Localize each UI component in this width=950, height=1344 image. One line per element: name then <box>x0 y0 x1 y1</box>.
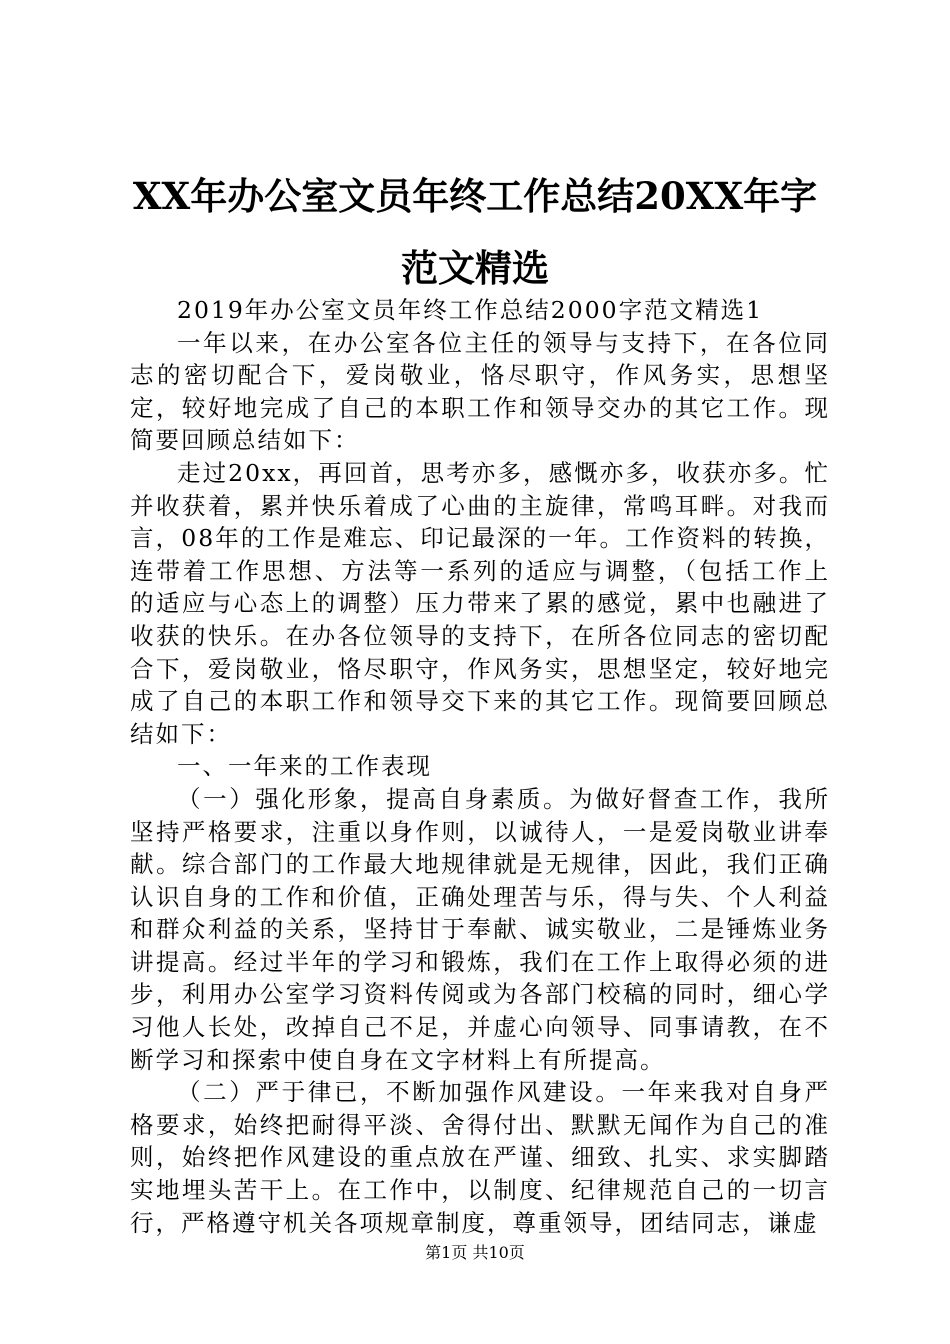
paragraph-review: 走过20xx，再回首，思考亦多，感慨亦多，收获亦多。忙并收获着，累并快乐着成了心曲的主旋律，常鸣耳畔。对我而言，08年的工作是难忘、印记最深的一年。工作资料的转换，连带着工作思想、方法等一系列的适应与调整，（包括工作上的适应与心态上的调整）压力带来了累的感觉，累中也融进了收获的快乐。在办各位领导的支持下，在所各位同志的密切配合下，爱岗敬业，恪尽职守，作风务实，思想坚定，较好地完成了自己的本职工作和领导交下来的其它工作。现简要回顾总结如下： <box>130 458 830 748</box>
paragraph-point-2: （二）严于律已，不断加强作风建设。一年来我对自身严格要求，始终把耐得平淡、舍得付出、默默无闻作为自己的准则，始终把作风建设的重点放在严谨、细致、扎实、求实脚踏实地埋头苦干上。在工作中，以制度、纪律规范自己的一切言行，严格遵守机关各项规章制度，尊重领导，团结同志，谦虚 <box>130 1078 830 1237</box>
section-heading: 一、一年来的工作表现 <box>177 752 432 781</box>
document-body <box>130 294 830 1239</box>
paragraph-intro: 一年以来，在办公室各位主任的领导与支持下，在各位同志的密切配合下，爱岗敬业，恪尽职守，作风务实，思想坚定，较好地完成了自己的本职工作和领导交办的其它工作。现简要回顾总结如下： <box>130 328 830 455</box>
document-title: XX年办公室文员年终工作总结20XX年字范文精选 <box>132 174 818 290</box>
paragraph-subtitle: 2019年办公室文员年终工作总结2000字范文精选1 <box>177 296 764 324</box>
page-footer: 第1页 共10页 <box>425 1243 525 1262</box>
paragraph-point-1: （一）强化形象，提高自身素质。为做好督查工作，我所坚持严格要求，注重以身作则，以诚待人，一是爱岗敬业讲奉献。综合部门的工作最大地规律就是无规律，因此，我们正确认识自身的工作和价值，正确处理苦与乐，得与失、个人利益和群众利益的关系，坚持甘于奉献、诚实敬业，二是锤炼业务讲提高。经过半年的学习和锻炼，我们在工作上取得必须的进步，利用办公室学习资料传阅或为各部门校稿的同时，细心学习他人长处，改掉自己不足，并虚心向领导、同事请教，在不断学习和探索中使自身在文字材料上有所提高。 <box>130 784 830 1074</box>
